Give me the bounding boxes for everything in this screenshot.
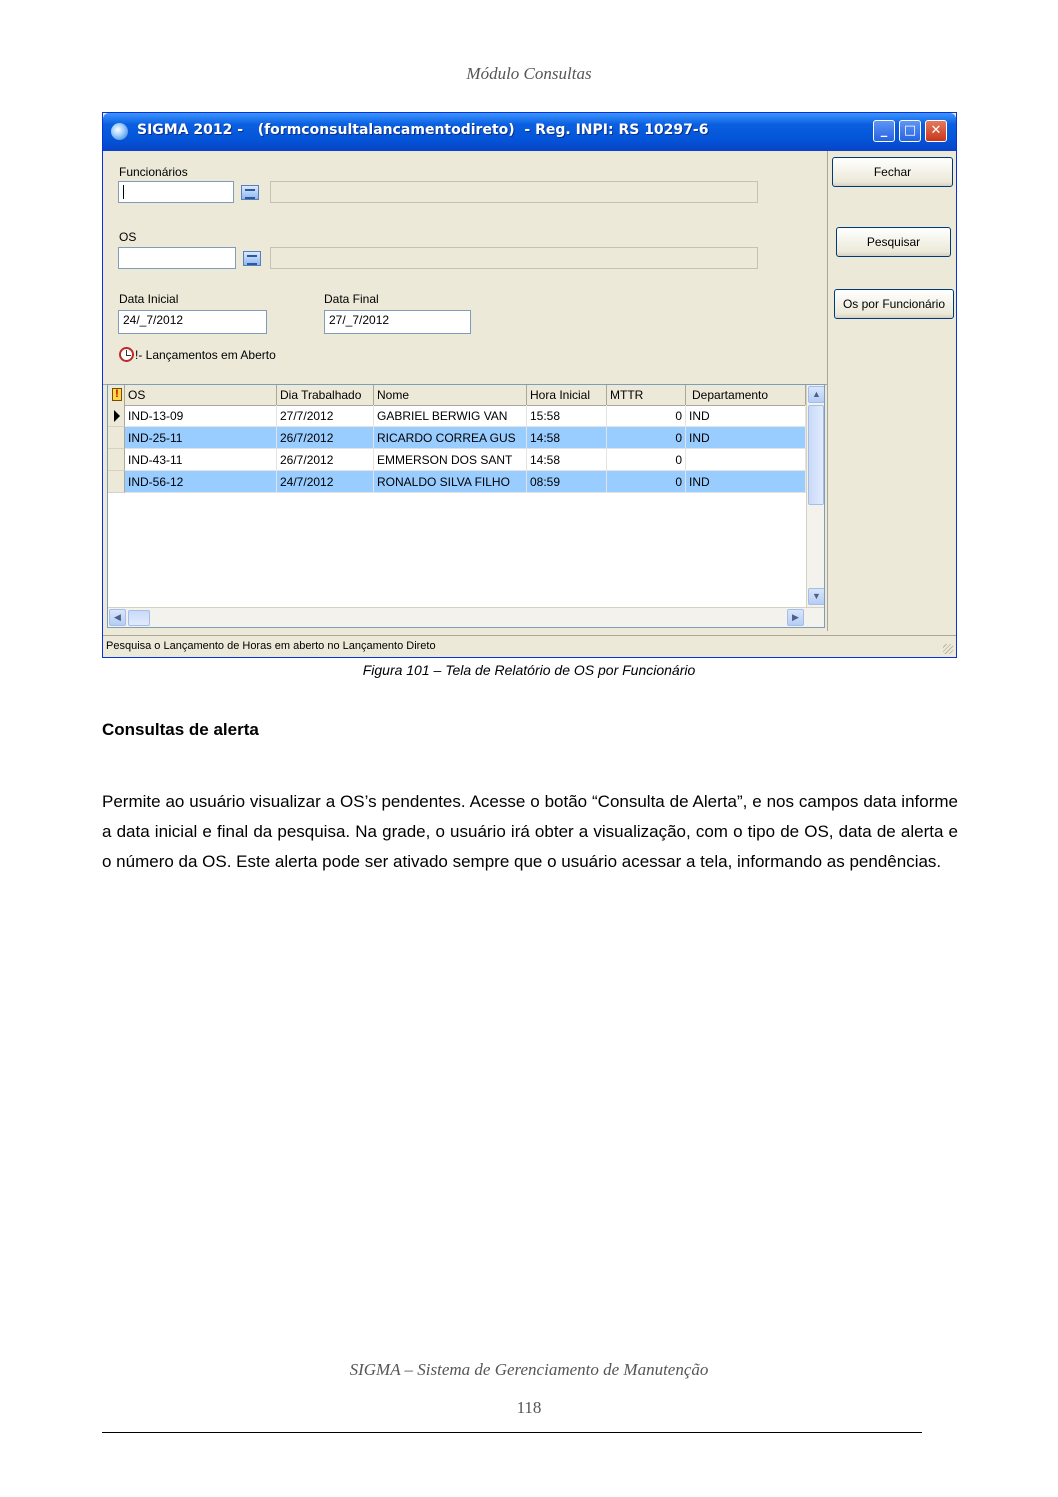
row-indicator (108, 427, 125, 449)
cell-hora[interactable]: 14:58 (527, 427, 607, 449)
scroll-up-button[interactable]: ▲ (808, 386, 825, 403)
cell-os[interactable]: IND-13-09 (125, 405, 277, 427)
os-lookup-icon[interactable] (243, 251, 261, 266)
cell-mttr[interactable]: 0 (607, 427, 686, 449)
resize-grip-icon[interactable] (943, 644, 953, 654)
os-description (270, 247, 758, 269)
text-caret (123, 185, 124, 199)
results-grid[interactable] (107, 384, 825, 628)
row-indicator (108, 471, 125, 493)
section-title: Consultas de alerta (102, 720, 259, 739)
cell-mttr[interactable]: 0 (607, 405, 686, 427)
funcionarios-label: Funcionários (119, 165, 188, 179)
cell-nome[interactable]: RICARDO CORREA GUS (374, 427, 527, 449)
column-header-mttr[interactable]: MTTR (607, 385, 686, 405)
data-final-label: Data Final (324, 292, 379, 306)
cell-hora[interactable]: 15:58 (527, 405, 607, 427)
column-header-nome[interactable]: Nome (374, 385, 527, 405)
footer-divider (102, 1432, 922, 1433)
cell-dia[interactable]: 24/7/2012 (277, 471, 374, 493)
funcionarios-description (270, 181, 758, 203)
cell-departamento[interactable]: IND (686, 427, 806, 449)
os-input[interactable] (118, 247, 236, 269)
scroll-down-button[interactable]: ▼ (808, 588, 825, 605)
scroll-right-button[interactable]: ▶ (787, 609, 804, 626)
window-title: SIGMA 2012 - (formconsultalancamentodireto) - Reg. INPI: RS 10297-6 (137, 122, 709, 138)
cell-nome[interactable]: GABRIEL BERWIG VAN (374, 405, 527, 427)
cell-dia[interactable]: 26/7/2012 (277, 427, 374, 449)
maximize-button[interactable]: □ (899, 120, 921, 142)
window-client (103, 151, 956, 657)
figure-caption: Figura 101 – Tela de Relatório de OS por Funcionário (362, 662, 696, 678)
cell-departamento[interactable]: IND (686, 471, 806, 493)
minimize-button[interactable]: _ (873, 120, 895, 142)
cell-mttr[interactable]: 0 (607, 449, 686, 471)
column-header-departamento[interactable]: Departamento (686, 385, 806, 405)
button-panel (827, 151, 957, 631)
cell-hora[interactable]: 14:58 (527, 449, 607, 471)
page-footer: SIGMA – Sistema de Gerenciamento de Manutenção (349, 1360, 709, 1379)
body-paragraph: Permite ao usuário visualizar a OS’s pendentes. Acesse o botão “Consulta de Alerta”, e nos campos data informe a data inicial e final da pesquisa. Na grade, o usuário irá obter a visualização, com o tipo de OS, data de alerta e o número da OS. Este alerta pode ser ativado sempre que o usuário acessar a tela, informando as pendências. (102, 792, 958, 871)
table-row[interactable] (108, 449, 806, 471)
status-bar (103, 635, 956, 657)
horizontal-scrollbar[interactable] (108, 607, 824, 628)
cell-mttr[interactable]: 0 (607, 471, 686, 493)
cell-dia[interactable]: 26/7/2012 (277, 449, 374, 471)
table-row[interactable] (108, 427, 806, 449)
cell-os[interactable]: IND-43-11 (125, 449, 277, 471)
funcionarios-lookup-icon[interactable] (241, 185, 259, 200)
app-icon[interactable] (111, 123, 128, 140)
table-row[interactable] (108, 405, 806, 427)
open-entries-clock-icon (119, 347, 134, 362)
os-por-funcionario-button[interactable]: Os por Funcionário (834, 289, 954, 319)
page-header: Módulo Consultas (466, 64, 592, 83)
vertical-scroll-thumb[interactable] (808, 405, 824, 505)
pesquisar-button[interactable]: Pesquisar (836, 227, 951, 257)
page-number: 118 (516, 1398, 542, 1417)
sigma-window (102, 112, 957, 658)
data-inicial-input[interactable]: 24/_7/2012 (118, 310, 267, 334)
cell-dia[interactable]: 27/7/2012 (277, 405, 374, 427)
cell-departamento[interactable]: IND (686, 405, 806, 427)
open-entries-legend: !- Lançamentos em Aberto (135, 348, 276, 362)
data-inicial-label: Data Inicial (119, 292, 179, 306)
horizontal-scroll-thumb[interactable] (128, 610, 150, 626)
title-bar[interactable] (103, 113, 956, 151)
grid-header (108, 385, 824, 406)
cell-nome[interactable]: EMMERSON DOS SANT (374, 449, 527, 471)
column-header-hora-inicial[interactable]: Hora Inicial (527, 385, 607, 405)
cell-hora[interactable]: 08:59 (527, 471, 607, 493)
table-row[interactable] (108, 471, 806, 493)
current-row-indicator (108, 405, 125, 427)
cell-nome[interactable]: RONALDO SILVA FILHO (374, 471, 527, 493)
alert-icon: ! (112, 388, 122, 401)
scroll-left-button[interactable]: ◀ (109, 609, 126, 626)
funcionarios-input[interactable] (118, 181, 234, 203)
vertical-scrollbar[interactable] (806, 385, 825, 607)
cell-os[interactable]: IND-25-11 (125, 427, 277, 449)
cell-departamento[interactable] (686, 449, 806, 471)
fechar-button[interactable]: Fechar (832, 157, 953, 187)
data-final-input[interactable]: 27/_7/2012 (324, 310, 471, 334)
os-label: OS (119, 230, 137, 244)
column-header-dia-trabalhado[interactable]: Dia Trabalhado (277, 385, 374, 405)
close-button[interactable]: ✕ (925, 120, 947, 142)
column-header-os[interactable]: OS (125, 385, 277, 405)
status-text: Pesquisa o Lançamento de Horas em aberto no Lançamento Direto (106, 640, 436, 652)
cell-os[interactable]: IND-56-12 (125, 471, 277, 493)
alert-column-header (108, 385, 125, 405)
row-indicator (108, 449, 125, 471)
